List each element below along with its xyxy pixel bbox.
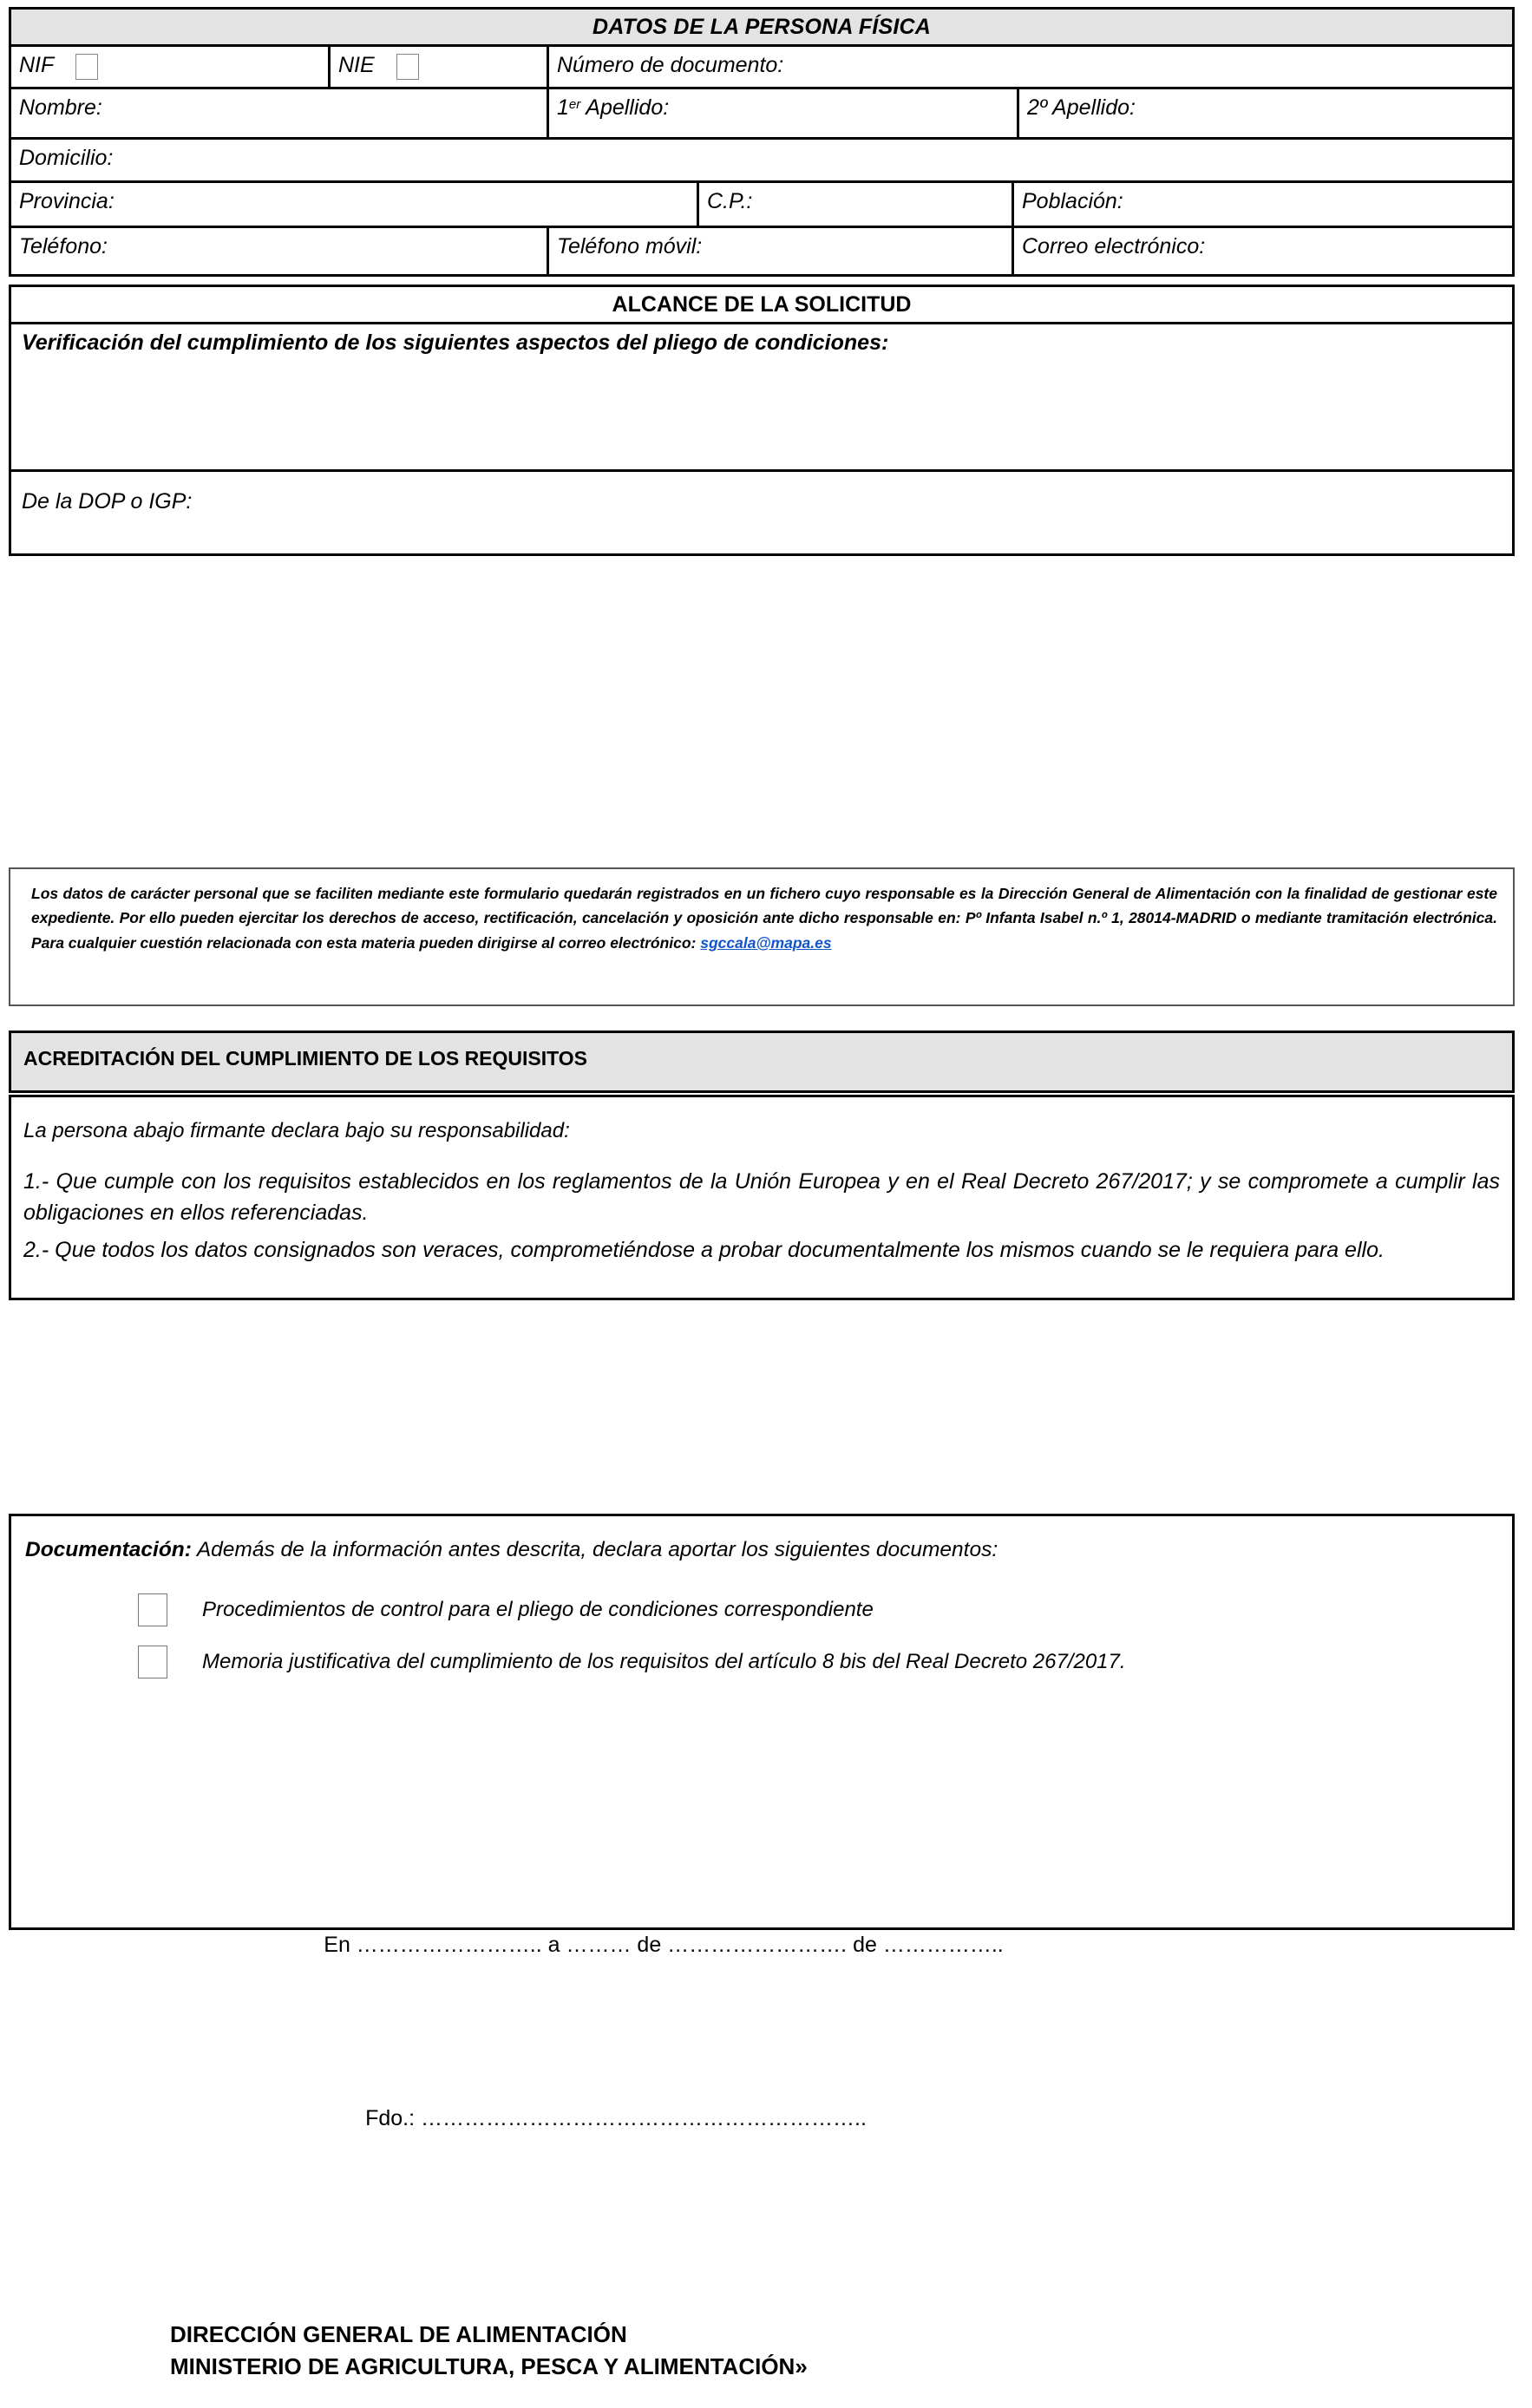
- email-label: Correo electrónico:: [1022, 234, 1206, 258]
- accreditation-header: ACREDITACIÓN DEL CUMPLIMIENTO DE LOS REQUISITOS: [9, 1031, 1515, 1093]
- nie-checkbox[interactable]: [396, 54, 419, 80]
- nif-checkbox[interactable]: [75, 54, 98, 80]
- name-cell[interactable]: [11, 89, 547, 137]
- surname1-label: 1er Apellido:: [557, 95, 670, 120]
- privacy-notice: [9, 867, 1515, 1006]
- nif-cell: [11, 47, 328, 87]
- surname1-cell[interactable]: [547, 89, 1017, 137]
- documentation-title: [25, 1538, 1498, 1562]
- document-row: [11, 44, 1512, 87]
- phone-label: Teléfono:: [19, 234, 108, 258]
- postal-code-cell[interactable]: [697, 183, 1012, 226]
- declaration-item-2: 2.- Que todos los datos consignados son veraces, comprometiéndose a probar documentalmente los mismos cuando se le requiera para ello.: [23, 1238, 1385, 1262]
- personal-data-header: DATOS DE LA PERSONA FÍSICA: [11, 10, 1512, 44]
- documentation-option-2-label: Memoria justificativa del cumplimiento de los requisitos del artículo 8 bis del Real Decreto 267/2017.: [202, 1650, 1126, 1673]
- documentation-title-rest: Además de la información antes descrita, declara aportar los siguientes documentos:: [191, 1538, 998, 1561]
- nie-label: NIE: [338, 53, 375, 77]
- address-label: Domicilio:: [19, 146, 114, 170]
- town-cell[interactable]: [1012, 183, 1512, 226]
- nie-cell: [328, 47, 547, 87]
- documentation-title-bold: Documentación:: [25, 1538, 192, 1561]
- mobile-cell[interactable]: [547, 228, 1012, 274]
- name-row: [11, 87, 1512, 137]
- province-label: Provincia:: [19, 189, 115, 213]
- scope-verification-label: Verificación del cumplimiento de los siguientes aspectos del pliego de condiciones:: [22, 330, 889, 355]
- declaration-intro: La persona abajo firmante declara bajo su responsabilidad:: [23, 1119, 570, 1142]
- privacy-contact-email-link[interactable]: sgccala@mapa.es: [700, 933, 832, 952]
- documentation-option-1[interactable]: [138, 1593, 1498, 1626]
- phone-row: [11, 226, 1512, 274]
- document-number-cell[interactable]: [547, 47, 1512, 87]
- footer-block: [170, 2319, 808, 2383]
- town-label: Población:: [1022, 189, 1123, 213]
- address-row: [11, 137, 1512, 180]
- document-number-label: Número de documento:: [557, 53, 784, 77]
- signature-date-line[interactable]: En …………………….. a ……… de ……………………. de ……………..: [324, 1933, 1004, 1957]
- footer-line-1: DIRECCIÓN GENERAL DE ALIMENTACIÓN: [170, 2321, 627, 2347]
- mobile-label: Teléfono móvil:: [557, 234, 703, 258]
- surname2-cell[interactable]: [1017, 89, 1512, 137]
- privacy-notice-text: Los datos de carácter personal que se faciliten mediante este formulario quedarán registrados en un fichero cuyo responsable es la Dirección General de Alimentación con la finalidad de gestionar este expediente. Por ello pueden ejercitar los derechos de acceso, rectificación, cancelación y oposición ante dicho responsable en: Pº Infanta Isabel n.º 1, 28014-MADRID o mediante tramitación electrónica. Para cualquier cuestión relacionada con esta materia pueden dirigirse al correo electrónico:: [31, 885, 1497, 952]
- province-row: [11, 180, 1512, 226]
- documentation-section: [9, 1514, 1515, 1930]
- declaration-item-1: 1.- Que cumple con los requisitos establecidos en los reglamentos de la Unión Europea y en el Real Decreto 267/2017; y se compromete a cumplir las obligaciones en ellos referenciadas.: [23, 1169, 1500, 1225]
- personal-data-header-row: [11, 10, 1512, 44]
- footer-line-2: MINISTERIO DE AGRICULTURA, PESCA Y ALIMENTACIÓN»: [170, 2352, 808, 2379]
- postal-code-label: C.P.:: [707, 189, 753, 213]
- documentation-option-1-label: Procedimientos de control para el pliego de condiciones correspondiente: [202, 1598, 874, 1621]
- address-cell[interactable]: [11, 140, 1512, 180]
- accreditation-body: [9, 1095, 1515, 1300]
- documentation-checkbox-2[interactable]: [138, 1646, 167, 1678]
- documentation-option-2[interactable]: [138, 1646, 1498, 1678]
- phone-cell[interactable]: [11, 228, 547, 274]
- email-cell[interactable]: [1012, 228, 1512, 274]
- documentation-checkbox-1[interactable]: [138, 1593, 167, 1626]
- surname2-label: 2º Apellido:: [1027, 95, 1136, 120]
- scope-section: [9, 285, 1515, 556]
- signature-signed-line[interactable]: Fdo.: ……………………………………………………..: [365, 2106, 867, 2130]
- scope-dop-igp-field[interactable]: [11, 472, 1512, 553]
- province-cell[interactable]: [11, 183, 697, 226]
- nif-label: NIF: [19, 53, 54, 77]
- name-label: Nombre:: [19, 95, 102, 120]
- personal-data-table: [9, 7, 1515, 277]
- scope-verification-field[interactable]: [11, 324, 1512, 472]
- scope-header: ALCANCE DE LA SOLICITUD: [11, 287, 1512, 324]
- scope-dop-igp-label: De la DOP o IGP:: [22, 489, 193, 514]
